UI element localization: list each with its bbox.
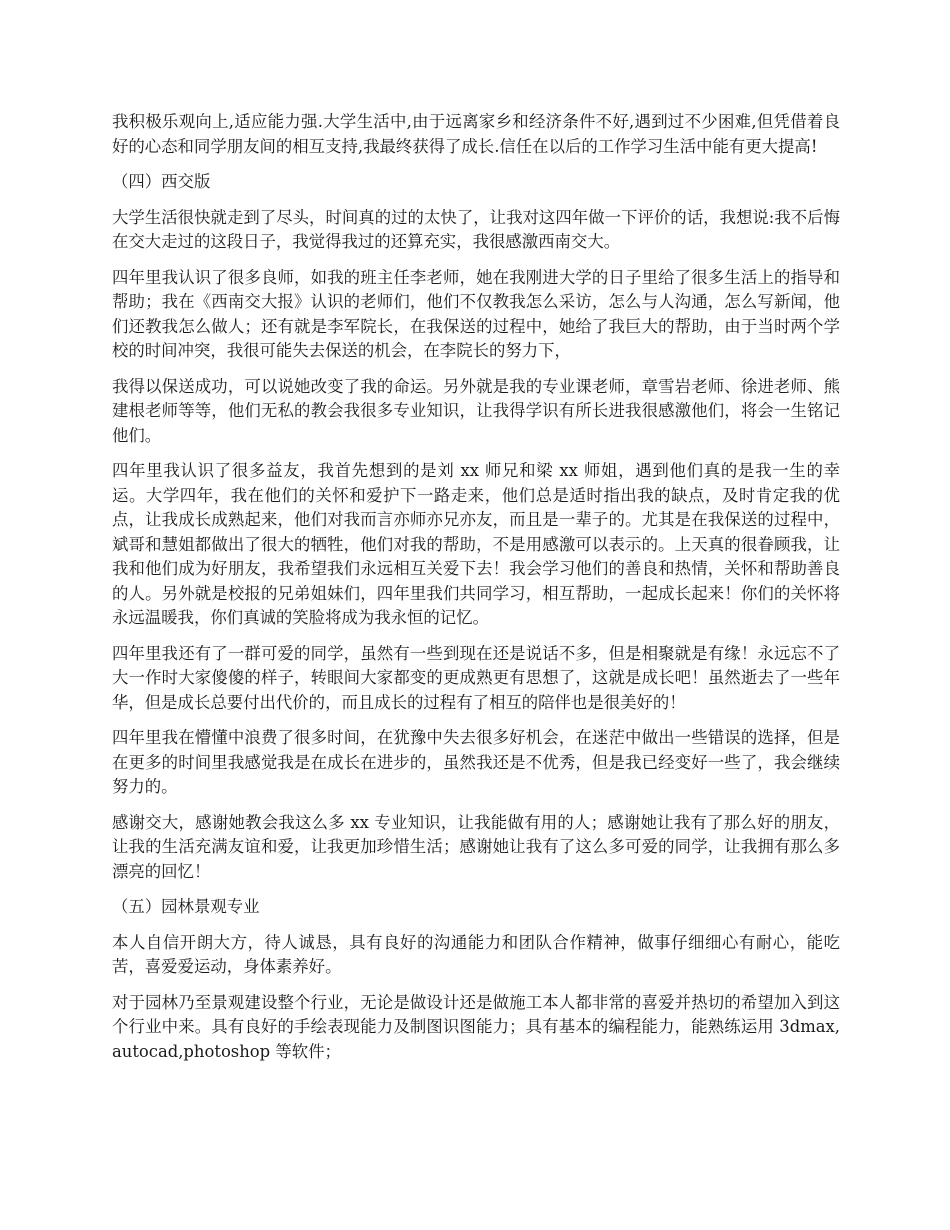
paragraph-3: 四年里我认识了很多良师，如我的班主任李老师，她在我刚进大学的日子里给了很多生活上的指导和帮助；我在《西南交大报》认识的老师们，他们不仅教我怎么采访，怎么与人沟通，怎么写新闻，他们还教我怎么做人；还有就是李军院长，在我保送的过程中，她给了我巨大的帮助，由于当时两个学校的时间冲突，我很可能失去保送的机会，在李院长的努力下， [112,267,840,360]
document-page [112,110,840,1075]
paragraph-8: 感谢交大，感谢她教会我这么多 xx 专业知识，让我能做有用的人；感谢她让我有了那么好的朋友，让我的生活充满友谊和爱，让我更加珍惜生活；感谢她让我有了这么多可爱的同学，让我拥有那么多漂亮的回忆！ [112,812,840,881]
section-heading-4: （四）西交版 [112,172,211,191]
paragraph-7: 四年里我在懵懂中浪费了很多时间，在犹豫中失去很多好机会，在迷茫中做出一些错误的选择，但是在更多的时间里我感觉我是在成长在进步的，虽然我还是不优秀，但是我已经变好一些了，我会继续努力的。 [112,728,840,796]
paragraph-4: 我得以保送成功，可以说她改变了我的命运。另外就是我的专业课老师，章雪岩老师、徐进老师、熊建根老师等等，他们无私的教会我很多专业知识，让我得学识有所长进我很感激他们，将会一生铭记他们。 [112,376,840,445]
paragraph-5: 四年里我认识了很多益友，我首先想到的是刘 xx 师兄和梁 xx 师姐，遇到他们真的是我一生的幸运。大学四年，我在他们的关怀和爱护下一路走来，他们总是适时指出我的缺点，及时肯定我的优点，让我成长成熟起来，他们对我而言亦师亦兄亦友，而且是一辈子的。尤其是在我保送的过程中，斌哥和慧姐都做出了很大的牺牲，他们对我的帮助，不是用感激可以表示的。上天真的很眷顾我，让我和他们成为好朋友，我希望我们永远相互关爱下去！我会学习他们的善良和热情，关怀和帮助善良的人。另外就是校报的兄弟姐妹们，四年里我们共同学习，相互帮助，一起成长起来！你们的关怀将永远温暖我，你们真诚的笑脸将成为我永恒的记忆。 [112,461,840,627]
section-heading-5: （五）园林景观专业 [112,897,260,916]
paragraph-6: 四年里我还有了一群可爱的同学，虽然有一些到现在还是说话不多，但是相聚就是有缘！永远忘不了大一作时大家傻傻的样子，转眼间大家都变的更成熟更有思想了，这就是成长吧！虽然逝去了一些年华，但是成长总要付出代价的，而且成长的过程有了相互的陪伴也是很美好的！ [112,643,840,712]
paragraph-10: 对于园林乃至景观建设整个行业，无论是做设计还是做施工本人都非常的喜爱并热切的希望加入到这个行业中来。具有良好的手绘表现能力及制图识图能力；具有基本的编程能力，能熟练运用 3dmax,autocad,photoshop 等软件； [112,992,840,1061]
paragraph-9: 本人自信开朗大方，待人诚恳，具有良好的沟通能力和团队合作精神，做事仔细细心有耐心，能吃苦，喜爱爱运动，身体素养好。 [112,932,840,976]
paragraph-2: 大学生活很快就走到了尽头，时间真的过的太快了，让我对这四年做一下评价的话，我想说:我不后悔在交大走过的这段日子，我觉得我过的还算充实，我很感激西南交大。 [112,207,840,251]
paragraph-1: 我积极乐观向上,适应能力强.大学生活中,由于远离家乡和经济条件不好,遇到过不少困难,但凭借着良好的心态和同学朋友间的相互支持,我最终获得了成长.信任在以后的工作学习生活中能有更大提高! [112,112,840,156]
